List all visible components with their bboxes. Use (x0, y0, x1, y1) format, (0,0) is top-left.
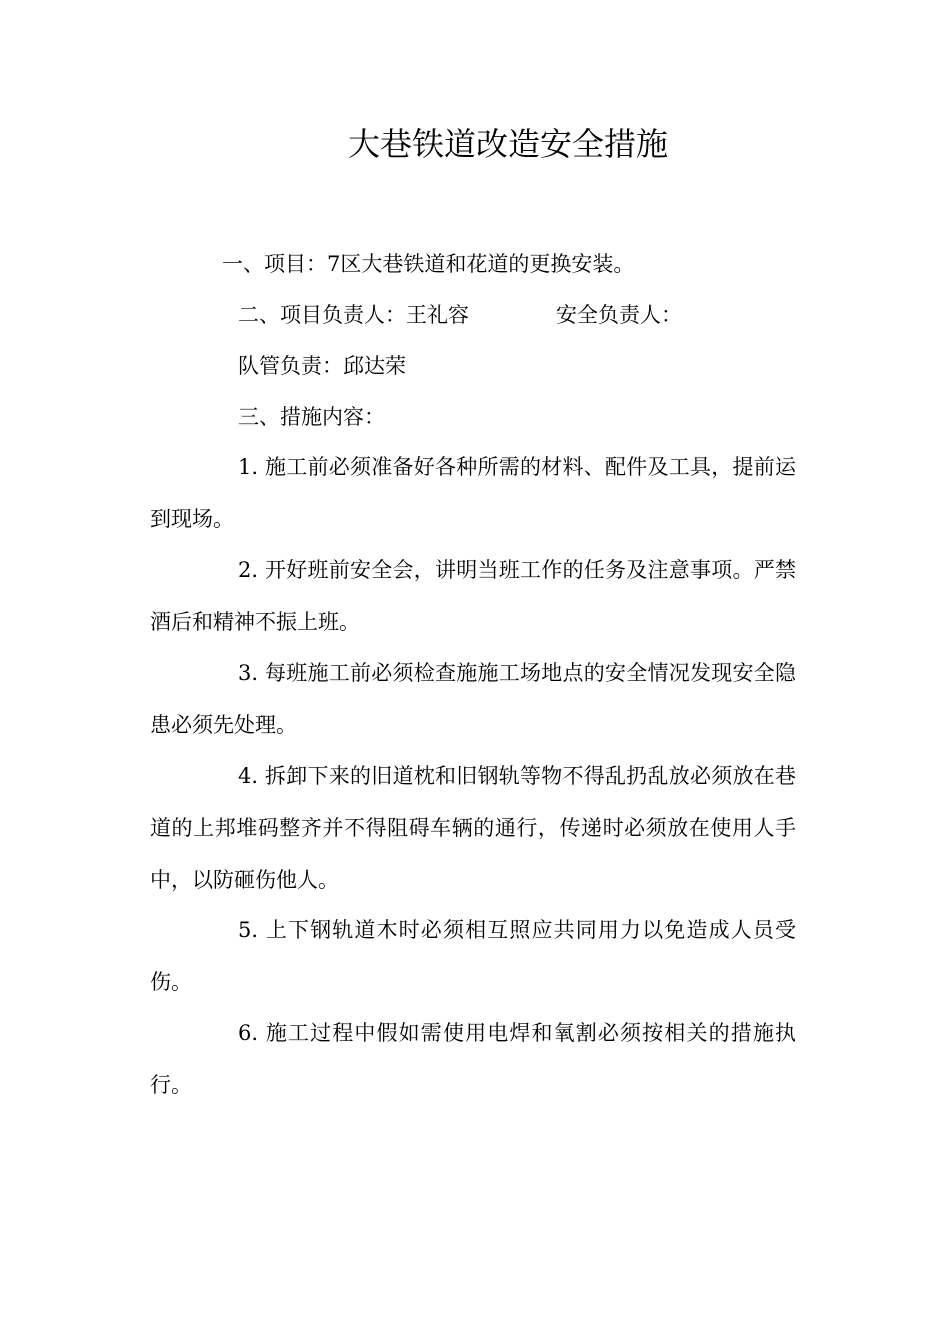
measure-item: 5. 上下钢轨道木时必须相互照应共同用力以免造成人员受伤。 (150, 918, 796, 994)
document-title: 大巷铁道改造安全措施 (347, 125, 668, 163)
safety-in-charge: 安全负责人： (556, 303, 682, 327)
measure-item: 3. 每班施工前必须检查施施工场地点的安全情况发现安全隐患必须先处理。 (150, 661, 796, 737)
measure-item: 2. 开好班前安全会，讲明当班工作的任务及注意事项。严禁酒后和精神不振上班。 (150, 558, 796, 634)
project-line: 一、项目：7区大巷铁道和花道的更换安装。 (222, 252, 635, 276)
measures-heading: 三、措施内容： (238, 405, 385, 429)
person-in-charge: 二、项目负责人：王礼容 (238, 303, 469, 327)
team-manager: 队管负责：邱达荣 (238, 354, 406, 378)
measure-item: 4. 拆卸下来的旧道枕和旧钢轨等物不得乱扔乱放必须放在巷道的上邦堆码整齐并不得阻碍车辆的通行，传递时必须放在使用人手中，以防砸伤他人。 (150, 764, 796, 892)
measure-item: 6. 施工过程中假如需使用电焊和氧割必须按相关的措施执行。 (150, 1021, 796, 1097)
measure-item: 1. 施工前必须准备好各种所需的材料、配件及工具，提前运到现场。 (150, 455, 796, 531)
